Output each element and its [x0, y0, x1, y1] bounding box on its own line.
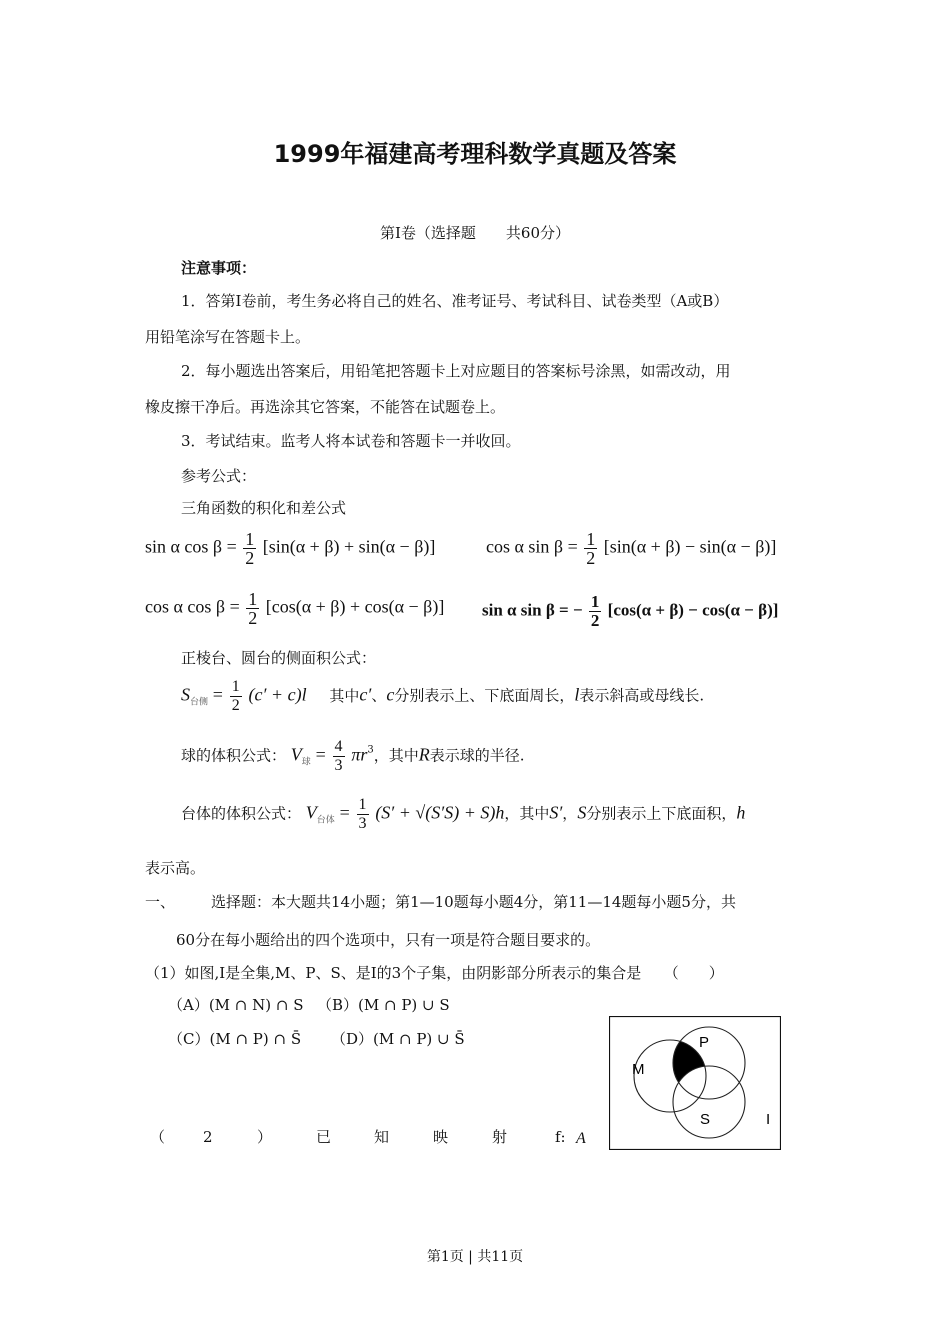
formula-cos-sin: cos α sin β = $\frac{1}{2}$ [sin(α + β) − sin(α − β)]	[486, 529, 777, 568]
fraction-half: $\frac{1}{2}$	[245, 529, 255, 568]
question-1-stem: （1）如图,I是全集,M、P、S、是I的3个子集，由阴影部分所表示的集合是 （ ）	[145, 964, 724, 982]
formulas-heading: 参考公式：	[181, 467, 257, 485]
question-1-option-d: （D）(M ∩ P) ∪ S̄	[331, 1030, 465, 1048]
page-footer: 第1页 | 共11页	[426, 1249, 524, 1265]
label-s: S	[700, 1111, 711, 1128]
formula-sin-cos: sin α cos β = $\frac{1}{2}$ [sin(α + β) + sin(α − β)]	[145, 529, 436, 568]
label-m: M	[632, 1061, 645, 1078]
label-i: I	[766, 1111, 771, 1128]
fraction-half: $\frac{1}{2}$	[590, 592, 600, 630]
notice-item-1-line-1: 1．答第Ⅰ卷前，考生务必将自己的姓名、准考证号、考试科目、试卷类型（A或B）	[181, 292, 729, 310]
frustum-area-formula: $S_{台侧}$ = $\frac{1}{2}$ (c′ + c)l 其中c′、c分别表示上、下底面周长，l表示斜高或母线长.	[181, 678, 705, 714]
question-1-option-a: （A）(M ∩ N) ∩ S	[168, 996, 304, 1014]
notice-heading: 注意事项：	[181, 259, 257, 277]
sphere-volume-formula: 球的体积公式： $V_球$ = $\frac{4}{3}$ $\pi r^3$，其中R表示球的半径.	[181, 738, 525, 774]
venn-diagram	[609, 1016, 781, 1150]
fraction-one-third: $\frac{1}{3}$	[358, 796, 367, 832]
formula-cos-cos: cos α cos β = $\frac{1}{2}$ [cos(α + β) + cos(α − β)]	[145, 589, 445, 628]
page-title: 1999年福建高考理科数学真题及答案	[273, 140, 677, 168]
notice-item-2-line-1: 2．每小题选出答案后，用铅笔把答题卡上对应题目的答案标号涂黑，如需改动，用	[181, 362, 731, 380]
frustum-heading: 正棱台、圆台的侧面积公式：	[181, 649, 377, 667]
fraction-half: $\frac{1}{2}$	[231, 678, 240, 714]
fraction-half: $\frac{1}{2}$	[248, 589, 258, 628]
part1-number: 一、	[145, 893, 176, 911]
label-p: P	[699, 1034, 710, 1051]
question-1-option-c: （C）(M ∩ P) ∩ S̄	[168, 1030, 302, 1048]
notice-item-3: 3．考试结束。监考人将本试卷和答题卡一并收回。	[181, 432, 521, 450]
part1-line-1: 选择题：本大题共14小题；第1—10题每小题4分，第11—14题每小题5分，共	[211, 893, 736, 911]
notice-item-1-line-2: 用铅笔涂写在答题卡上。	[145, 328, 311, 346]
formula-sin-sin: sin α sin β = − $\frac{1}{2}$ [cos(α + β) − cos(α − β)]	[482, 592, 779, 630]
trig-heading: 三角函数的积化和差公式	[181, 499, 347, 517]
frustum-volume-formula: 台体的体积公式： $V_{台体}$ = $\frac{1}{3}$ (S′ + √(S′S) + S)h，其中S′，S分别表示上下底面积，h	[181, 796, 746, 832]
part1-line-2: 60分在每小题给出的四个选项中，只有一项是符合题目要求的。	[176, 931, 601, 949]
question-1-option-b: （B）(M ∩ P) ∪ S	[317, 996, 450, 1014]
section-header: 第Ⅰ卷（选择题 共60分）	[379, 224, 570, 242]
notice-item-2-line-2: 橡皮擦干净后。再选涂其它答案，不能答在试题卷上。	[145, 398, 506, 416]
fraction-half: $\frac{1}{2}$	[586, 529, 596, 568]
fraction-four-thirds: $\frac{4}{3}$	[334, 738, 343, 774]
frustum-volume-note-end: 表示高。	[145, 859, 206, 877]
